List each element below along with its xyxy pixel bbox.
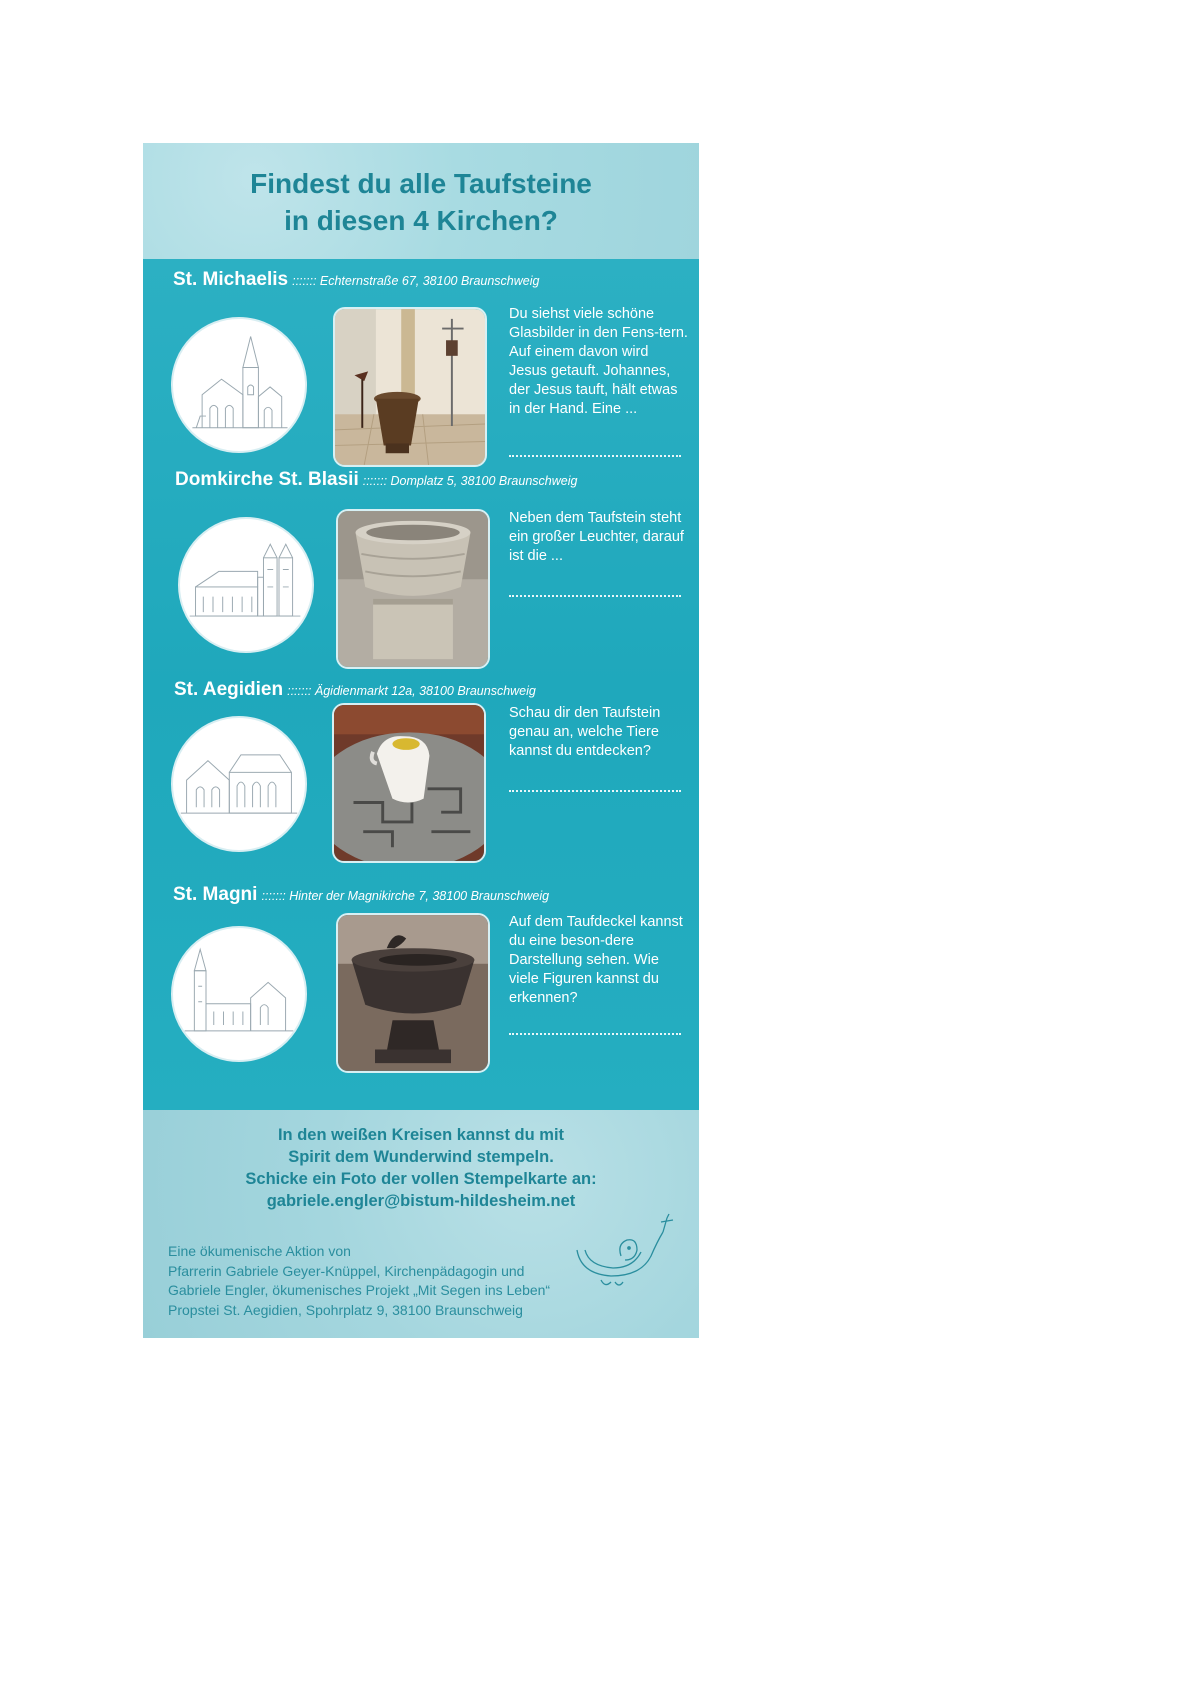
baptismal-font-photo	[334, 705, 484, 861]
credits-line-4: Propstei St. Aegidien, Spohrplatz 9, 38100 Braunschweig	[168, 1301, 523, 1318]
flyer	[143, 143, 699, 1338]
hint-text-aegidien: Schau dir den Taufstein genau an, welche Tiere kannst du entdecken?	[509, 705, 661, 759]
hint-text-magni: Auf dem Taufdeckel kannst du eine beson-dere Darstellung sehen. Wie viele Figuren kannst du erkennen?	[509, 914, 683, 1006]
church-sketch-icon	[180, 519, 312, 651]
church-sketch-icon	[173, 319, 305, 451]
photo-magni	[336, 913, 490, 1073]
baptismal-font-photo	[338, 915, 488, 1071]
stamp-circle-aegidien[interactable]	[171, 716, 307, 852]
baptismal-font-photo	[338, 511, 488, 667]
answer-line-magni[interactable]	[509, 1033, 681, 1035]
church-title-aegidien	[174, 679, 536, 701]
title-line-1: Findest du alle Taufsteine	[250, 168, 592, 199]
church-sketch-icon	[173, 928, 305, 1060]
contact-email[interactable]: gabriele.engler@bistum-hildesheim.net	[266, 1192, 576, 1210]
church-address: ::::::: Domplatz 5, 38100 Braunschweig	[362, 474, 578, 488]
stamp-circle-michaelis[interactable]	[171, 317, 307, 453]
church-list	[143, 259, 699, 1110]
church-title-blasii	[175, 469, 577, 491]
baptismal-font-photo	[335, 309, 485, 465]
church-name: Domkirche St. Blasii	[175, 469, 359, 490]
spirit-wind-icon	[571, 1210, 681, 1290]
stamp-line-3: Schicke ein Foto der vollen Stempelkarte an:	[245, 1170, 597, 1188]
credits-line-2: Pfarrerin Gabriele Geyer-Knüppel, Kirchenpädagogin und	[168, 1262, 525, 1279]
credits-line-3: Gabriele Engler, ökumenisches Projekt „Mit Segen ins Leben“	[168, 1282, 551, 1298]
stamp-instructions	[143, 1124, 699, 1212]
photo-blasii	[336, 509, 490, 669]
photo-aegidien	[332, 703, 486, 863]
answer-line-aegidien[interactable]	[509, 790, 681, 792]
stamp-line-2: Spirit dem Wunderwind stempeln.	[288, 1148, 554, 1166]
stamp-line-1: In den weißen Kreisen kannst du mit	[277, 1126, 565, 1144]
church-sketch-icon	[173, 718, 305, 850]
hint-text-michaelis: Du siehst viele schöne Glasbilder in den Fens-tern. Auf einem davon wird Jesus getauft. Johannes, der Jesus tauft, hält etwas in der Hand. Eine ...	[509, 306, 688, 417]
credits	[168, 1242, 550, 1320]
church-name: St. Aegidien	[174, 679, 284, 700]
church-title-michaelis	[173, 269, 539, 291]
title-line-2: in diesen 4 Kirchen?	[284, 205, 558, 236]
photo-michaelis	[333, 307, 487, 467]
hint-text-blasii: Neben dem Taufstein steht ein großer Leuchter, darauf ist die ...	[509, 510, 684, 564]
church-title-magni	[173, 884, 549, 906]
stamp-circle-blasii[interactable]	[178, 517, 314, 653]
stamp-circle-magni[interactable]	[171, 926, 307, 1062]
answer-line-blasii[interactable]	[509, 595, 681, 597]
answer-line-michaelis[interactable]	[509, 455, 681, 457]
page-title	[143, 165, 699, 239]
church-name: St. Michaelis	[173, 269, 289, 290]
church-name: St. Magni	[173, 884, 258, 905]
footer-band	[143, 1110, 699, 1338]
church-address: ::::::: Echternstraße 67, 38100 Braunschweig	[292, 274, 540, 288]
header-band	[143, 143, 699, 259]
credits-line-1: Eine ökumenische Aktion von	[168, 1243, 351, 1259]
church-address: ::::::: Ägidienmarkt 12a, 38100 Braunschweig	[287, 684, 536, 698]
church-address: ::::::: Hinter der Magnikirche 7, 38100 Braunschweig	[261, 889, 550, 903]
